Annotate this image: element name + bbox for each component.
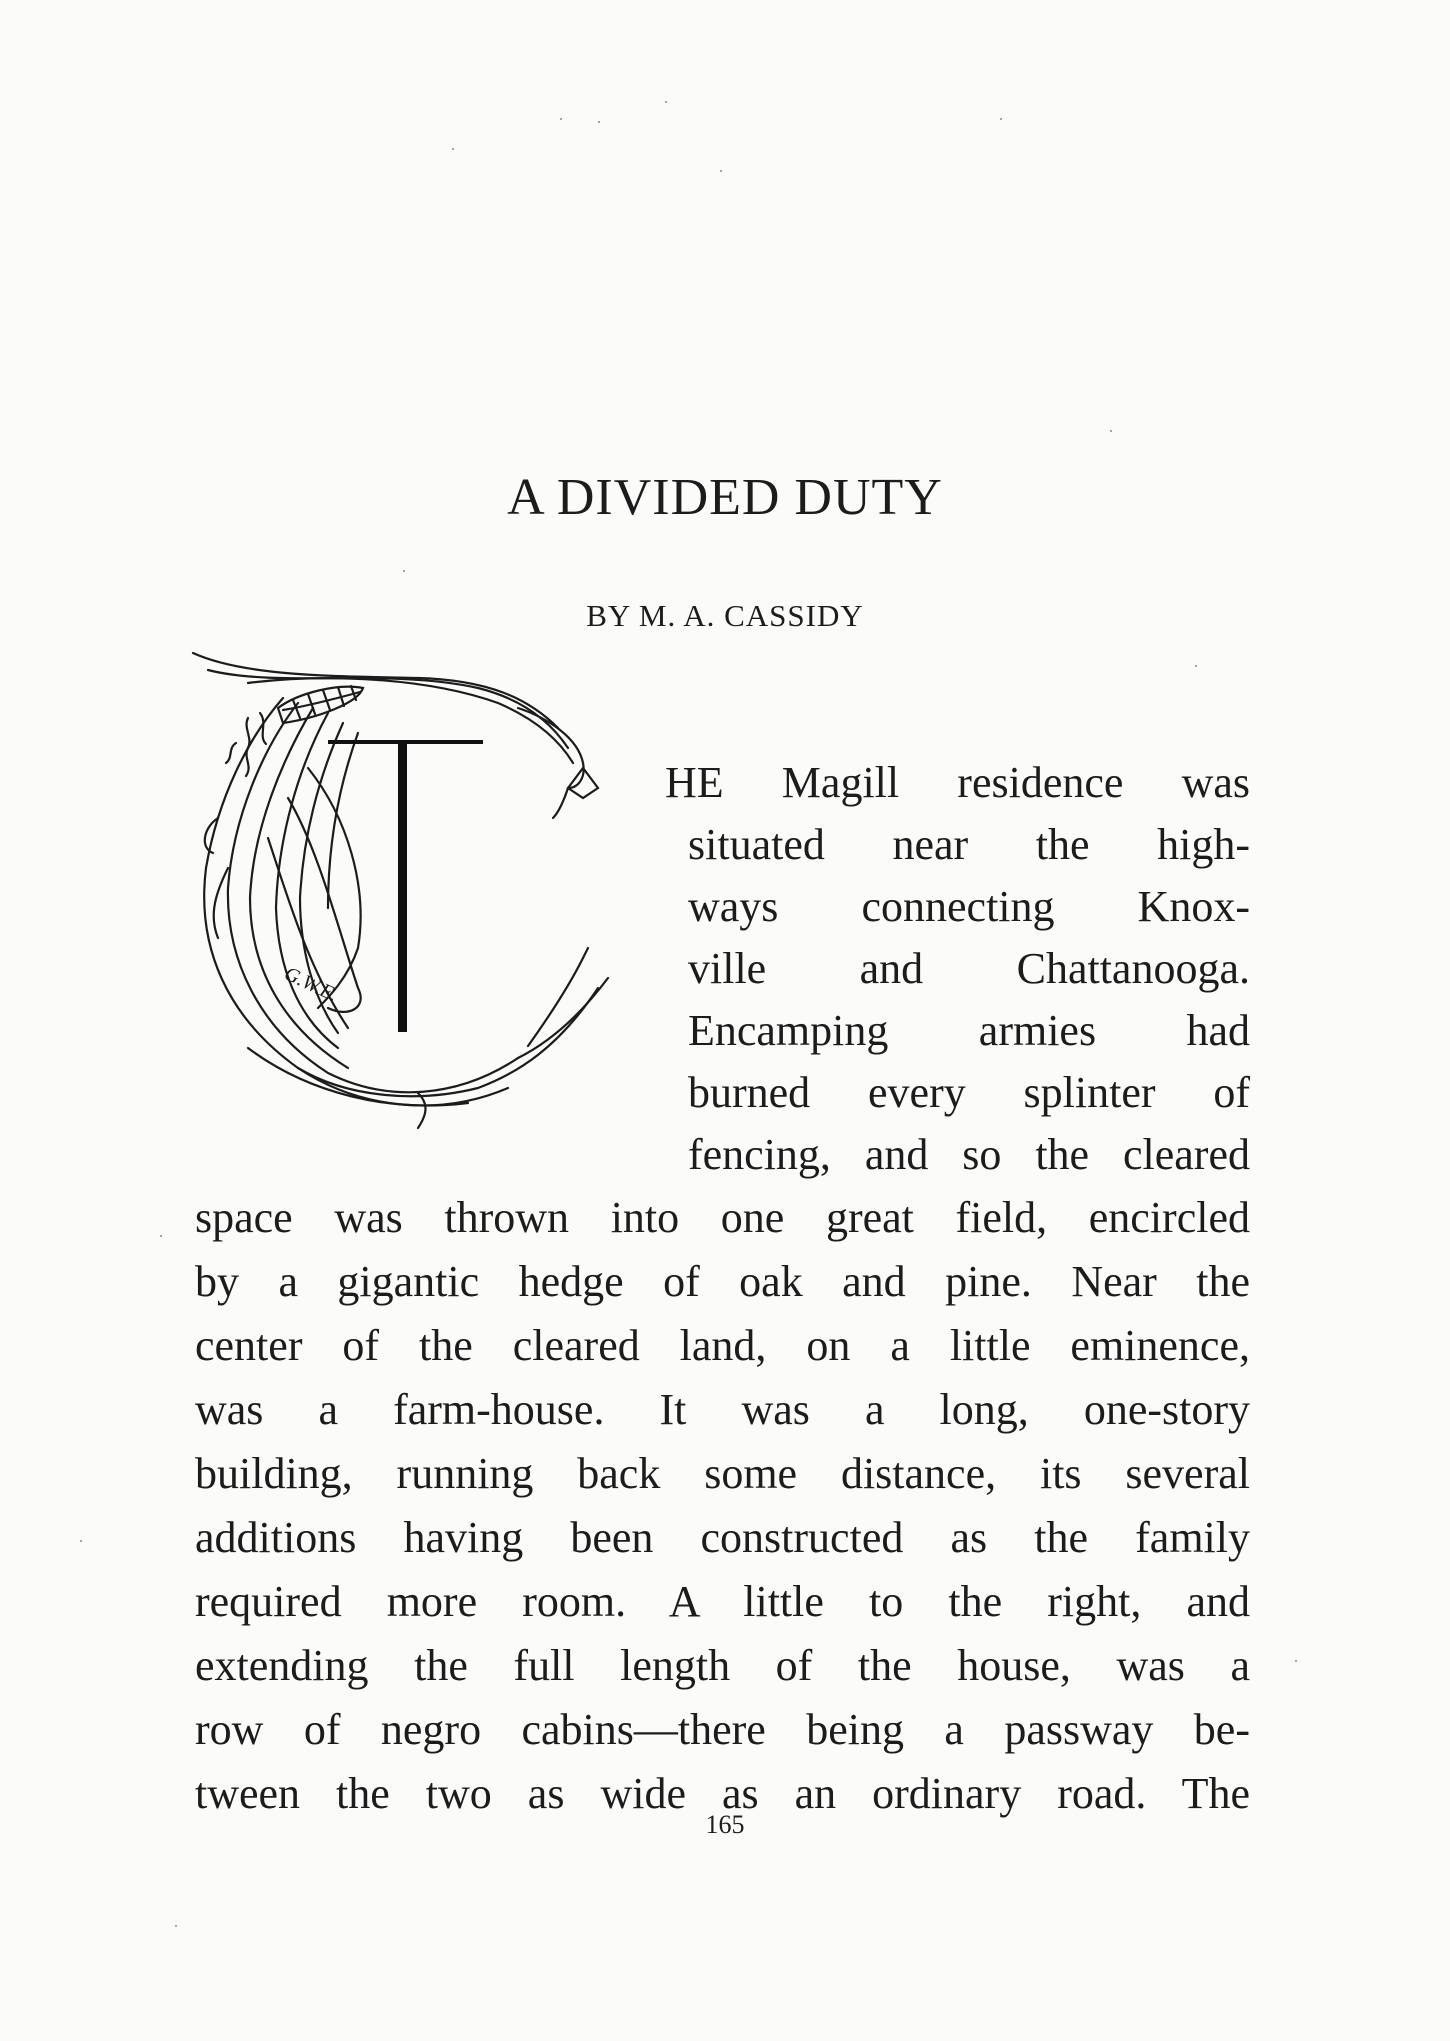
illustrator-signature: G.W.E. — [280, 962, 342, 1007]
text-line: ville and Chattanooga. — [688, 944, 1250, 993]
text-line: extending the full length of the house, was a — [195, 1641, 1250, 1690]
text-line: Encamping armies had — [688, 1006, 1250, 1055]
text-line: row of negro cabins—there being a passway be- — [195, 1705, 1250, 1754]
page-title: A DIVIDED DUTY — [507, 469, 943, 526]
text-line: HE Magill residence was — [665, 758, 1250, 807]
byline: BY M. A. CASSIDY — [586, 598, 864, 633]
text-line: by a gigantic hedge of oak and pine. Near the — [195, 1257, 1250, 1306]
text-line: tween the two as wide as an ordinary road. The — [195, 1769, 1250, 1818]
text-line: burned every splinter of — [688, 1068, 1250, 1117]
text-line: required more room. A little to the right, and — [195, 1577, 1250, 1626]
text-line: building, running back some distance, its several — [195, 1449, 1250, 1498]
text-line: was a farm-house. It was a long, one-story — [195, 1385, 1250, 1434]
letter-t-mark — [328, 740, 483, 1032]
text-line: ways connecting Knox- — [688, 882, 1250, 931]
page-number: 165 — [705, 1810, 745, 1839]
text-line: additions having been constructed as the family — [195, 1513, 1250, 1562]
text-line: center of the cleared land, on a little eminence, — [195, 1321, 1250, 1370]
text-line: fencing, and so the cleared — [688, 1130, 1250, 1179]
text-line: situated near the high- — [688, 820, 1250, 869]
drop-cap-t — [188, 648, 658, 1138]
text-line: space was thrown into one great field, encircled — [195, 1193, 1250, 1242]
